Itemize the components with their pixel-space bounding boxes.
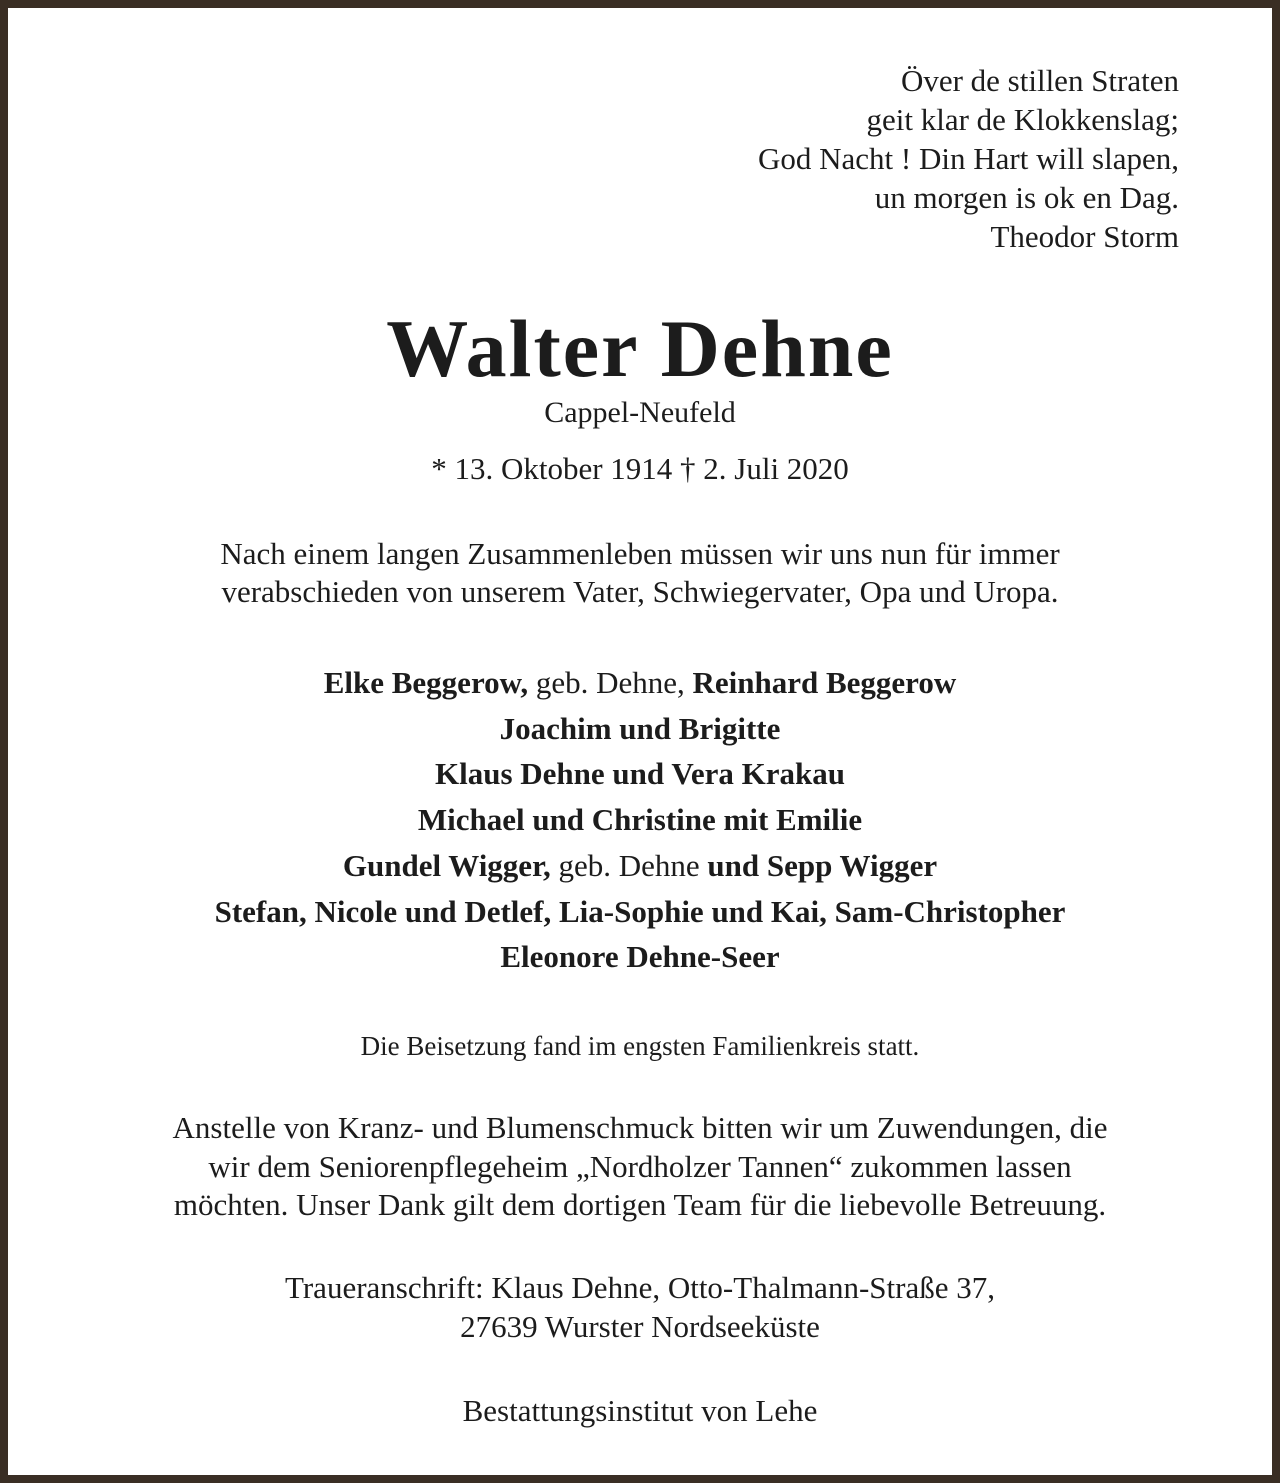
poem-line: God Nacht ! Din Hart will slapen,	[758, 141, 1179, 176]
family-row	[8, 660, 1272, 706]
family-name: Gundel Wigger,	[342, 847, 551, 883]
farewell-line: Nach einem langen Zusammenleben müssen wir uns nun für immer	[220, 536, 1060, 571]
family-name: Joachim und Brigitte	[499, 710, 781, 746]
farewell-line: verabschieden von unserem Vater, Schwiegervater, Opa und Uropa.	[221, 574, 1059, 609]
family-row	[8, 797, 1272, 843]
deceased-name: Walter Dehne	[386, 303, 894, 394]
family-row	[8, 934, 1272, 980]
family-name: Eleonore Dehne-Seer	[500, 939, 780, 975]
address-line: 27639 Wurster Nordseeküste	[460, 1309, 820, 1344]
family-row	[8, 889, 1272, 935]
family-name: Stefan, Nicole und Detlef, Lia-Sophie und Kai, Sam-Christopher	[214, 893, 1066, 929]
undertaker: Bestattungsinstitut von Lehe	[462, 1393, 818, 1428]
family-name: Michael und Christine mit Emilie	[417, 802, 863, 838]
family-name: und Sepp Wigger	[707, 847, 938, 883]
family-row	[8, 751, 1272, 797]
family-row	[8, 843, 1272, 889]
family-name: Klaus Dehne und Vera Krakau	[435, 756, 845, 792]
poem-line: geit klar de Klokkenslag;	[866, 102, 1179, 137]
mourning-address	[8, 1268, 1272, 1346]
burial-note: Die Beisetzung fand im engsten Familienkreis statt.	[360, 1031, 920, 1061]
birth-name: geb. Dehne	[550, 847, 708, 883]
donation-line: wir dem Seniorenpflegeheim „Nordholzer Tannen“ zukommen lassen	[208, 1148, 1072, 1184]
obituary-notice	[8, 8, 1272, 1475]
poem-author: Theodor Storm	[990, 219, 1179, 254]
family-row	[8, 706, 1272, 752]
life-dates: * 13. Oktober 1914 † 2. Juli 2020	[431, 451, 849, 486]
donation-line: möchten. Unser Dank gilt dem dortigen Team für die liebevolle Betreuung.	[173, 1187, 1107, 1222]
address-line: Traueranschrift: Klaus Dehne, Otto-Thalmann-Straße 37,	[285, 1270, 995, 1305]
family-name: Reinhard Beggerow	[692, 665, 957, 700]
poem-line: Över de stillen Straten	[900, 63, 1179, 98]
farewell-text	[8, 535, 1272, 611]
deceased-place: Cappel-Neufeld	[544, 396, 736, 429]
donation-line: Anstelle von Kranz- und Blumenschmuck bitten wir um Zuwendungen, die	[172, 1110, 1108, 1145]
poem-line: un morgen is ok en Dag.	[874, 180, 1179, 215]
family-name: Elke Beggerow,	[323, 665, 529, 700]
poem	[758, 61, 1179, 256]
donation-request	[8, 1109, 1272, 1225]
birth-name: geb. Dehne,	[528, 665, 693, 700]
family-list	[8, 660, 1272, 980]
